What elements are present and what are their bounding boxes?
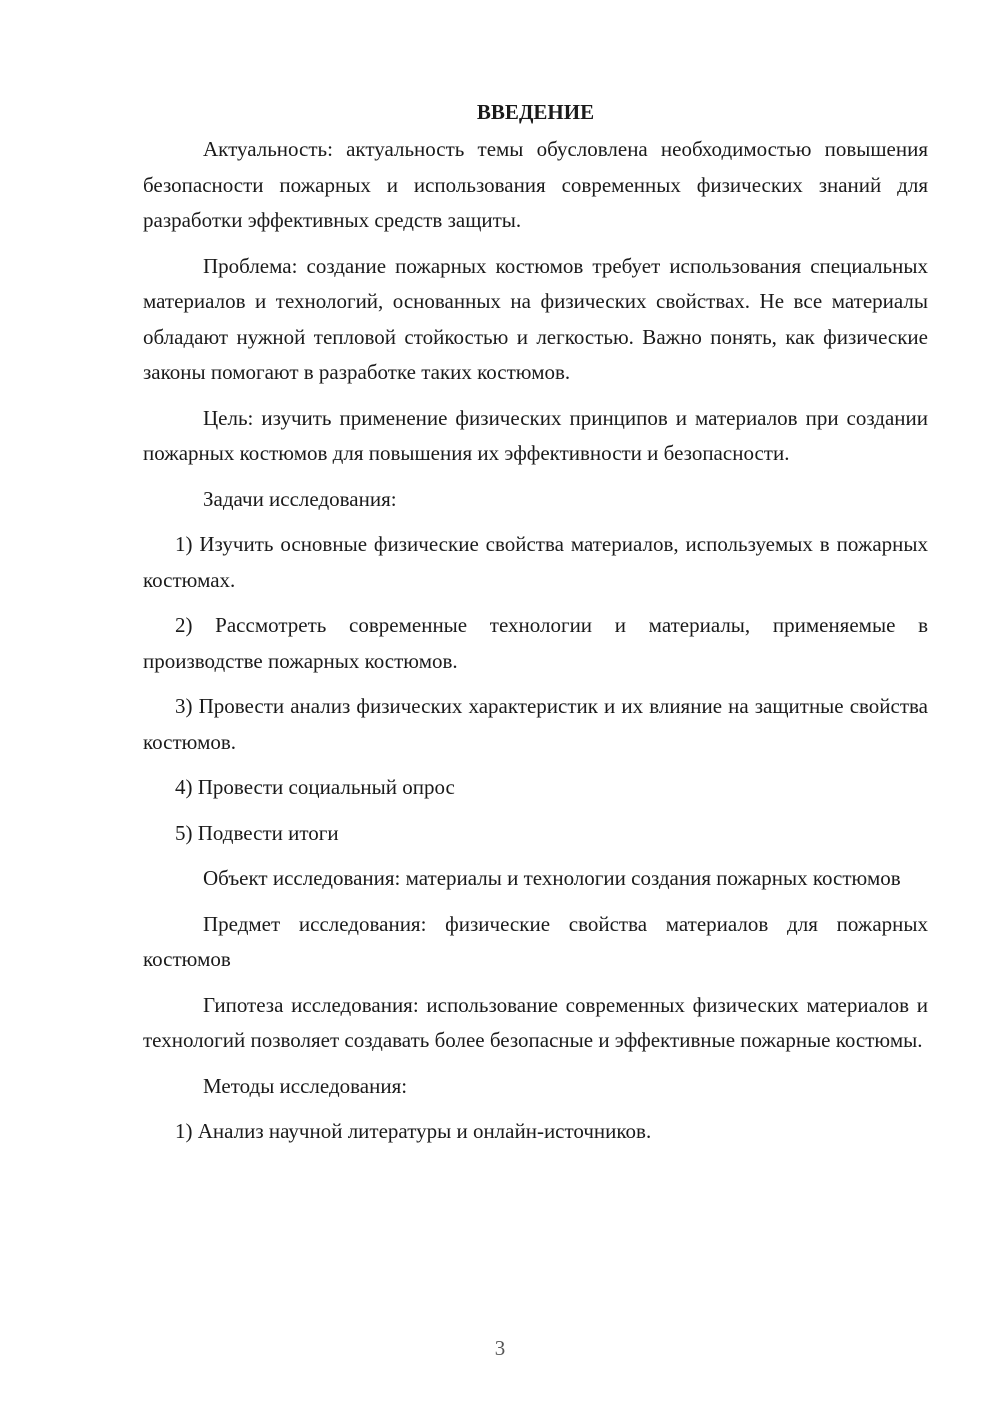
section-title: ВВЕДЕНИЕ [476, 100, 595, 124]
hypothesis-paragraph: Гипотеза исследования: использование современных физических материалов и технологий позволяет создавать более безопасные и эффективные пожарные костюмы. [143, 992, 928, 1052]
subject-paragraph: Предмет исследования: физические свойства материалов для пожарных костюмов [143, 911, 928, 971]
page-content [143, 98, 928, 1160]
page-number: 3 [494, 1336, 506, 1360]
goal-paragraph: Цель: изучить применение физических принципов и материалов при создании пожарных костюмов для повышения их эффективности и безопасности. [143, 405, 928, 465]
problem-paragraph: Проблема: создание пожарных костюмов требует использования специальных материалов и технологий, основанных на физических свойствах. Не все материалы обладают нужной тепловой стойкостью и легкостью. Важно понять, как физические законы помогают в разработке таких костюмов. [143, 253, 928, 384]
method-item: 1) Анализ научной литературы и онлайн-источников. [175, 1119, 652, 1143]
task-item: 5) Подвести итоги [175, 820, 339, 845]
relevance-paragraph: Актуальность: актуальность темы обусловлена необходимостью повышения безопасности пожарных и использования современных физических знаний для разработки эффективных средств защиты. [143, 137, 928, 232]
tasks-heading: Задачи исследования: [203, 486, 397, 511]
object-paragraph: Объект исследования: материалы и технологии создания пожарных костюмов [203, 866, 901, 890]
methods-heading: Методы исследования: [203, 1073, 408, 1098]
task-item: 2) Рассмотреть современные технологии и материалы, применяемые в производстве пожарных костюмов. [143, 613, 928, 673]
task-item: 3) Провести анализ физических характеристик и их влияние на защитные свойства костюмов. [143, 694, 928, 754]
task-item: 1) Изучить основные физические свойства материалов, используемых в пожарных костюмах. [143, 532, 928, 592]
task-item: 4) Провести социальный опрос [175, 775, 455, 799]
